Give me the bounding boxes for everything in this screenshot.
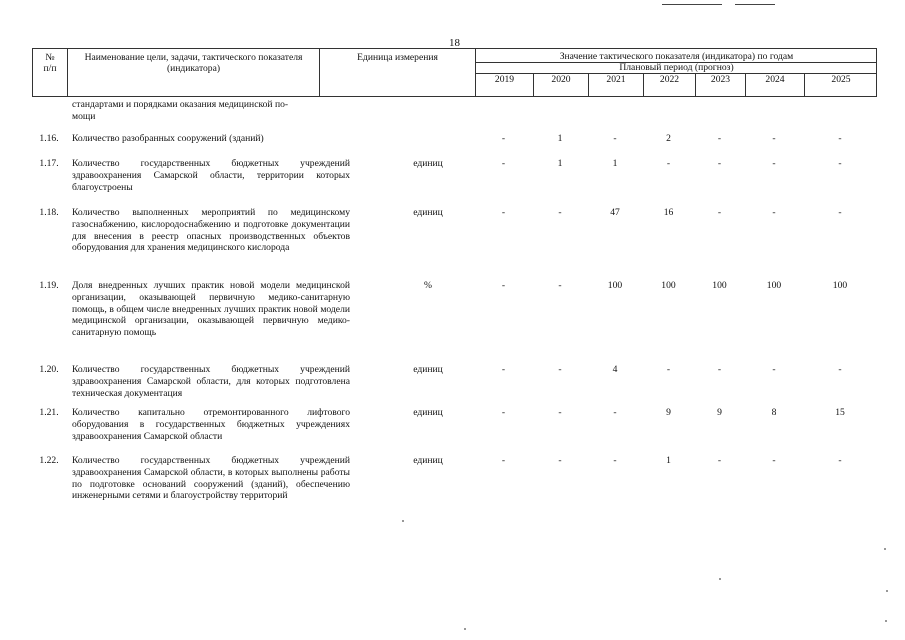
value-cell: - [717,133,722,144]
value-cell: - [558,207,562,218]
header-values: Значение тактического показателя (индикатора) по годам [559,51,794,62]
value-cell: 100 [832,280,848,291]
row-number: 1.21. [39,407,59,418]
value-cell: - [501,158,506,169]
value-cell: - [772,364,776,375]
top-rule-left [662,4,722,5]
value-cell: - [558,455,562,466]
indicator-name: Количество капитально отремонтированного лифтового оборудования в государственных бюджетных учреждениях здравоохранения Самарской области [72,407,350,442]
unit-of-measure: единиц [413,407,443,418]
indicator-name: Доля внедренных лучших практик новой модели медицинской организации, оказывающей первичную медико-санитарную помощь, в общем числе внедренных лучших практик новой модели медицинской организации, оказывающей первичную медико-санитарную помощь [72,280,350,339]
scan-speck [884,548,886,550]
value-cell: - [613,455,617,466]
value-cell: - [613,407,617,418]
value-cell: - [501,455,506,466]
unit-of-measure: единиц [413,207,443,218]
unit-of-measure: единиц [413,364,443,375]
value-cell: 100 [607,280,623,291]
row-number: 1.16. [39,133,59,144]
value-cell: - [838,455,842,466]
header-year: 2022 [659,74,680,85]
value-cell: - [666,364,671,375]
row-number: 1.22. [39,455,59,466]
value-cell: - [838,364,842,375]
value-cell: 16 [663,207,674,218]
value-cell: 1 [557,158,563,169]
value-cell: 4 [612,364,618,375]
value-cell: - [717,364,722,375]
value-cell: - [558,280,562,291]
value-cell: 9 [666,407,671,418]
value-cell: 8 [771,407,777,418]
value-cell: - [558,364,562,375]
value-cell: 1 [557,133,563,144]
value-cell: 1 [612,158,618,169]
continuation-text: стандартами и порядками оказания медицинской по- мощи [72,99,289,122]
value-cell: - [717,158,722,169]
header-year: 2024 [765,74,785,85]
header-year: 2021 [606,74,626,85]
scan-speck [719,578,721,580]
value-cell: 1 [666,455,671,466]
value-cell: - [717,455,722,466]
value-cell: - [772,158,776,169]
value-cell: - [772,455,776,466]
indicator-name: Количество государственных бюджетных учреждений здравоохранения Самарской области, территории которых благоустроены [72,158,350,193]
value-cell: 15 [835,407,845,418]
indicator-name: Количество разобранных сооружений (зданий) [72,133,264,144]
value-cell: - [838,133,842,144]
value-cell: - [501,207,506,218]
value-cell: 100 [661,280,676,291]
row-number: 1.18. [39,207,59,218]
value-cell: - [501,280,506,291]
value-cell: - [666,158,671,169]
header-year: 2020 [551,74,571,85]
value-cell: - [501,133,506,144]
row-number: 1.19. [39,280,59,291]
top-rule-right [735,4,775,5]
indicator-name: Количество государственных бюджетных учреждений здравоохранения Самарской области, для которых подготовлена техническая документация [72,364,350,399]
indicator-name: Количество государственных бюджетных учреждений здравоохранения Самарской области, в которых выполнены работы по подготовке оснований сооружений (зданий), обеспечению инженерными сетями и благоустройству территорий [72,455,350,502]
header-name: Наименование цели, задачи, тактического показателя (индикатора) [84,52,303,74]
value-cell: 100 [712,280,727,291]
value-cell: - [501,407,506,418]
row-number: 1.17. [39,158,59,169]
scan-speck [464,628,466,630]
page-number: 18 [449,37,460,49]
table-header [32,48,877,97]
value-cell: 100 [766,280,782,291]
header-year: 2025 [831,74,851,85]
indicator-name: Количество выполненных мероприятий по медицинскому газоснабжению, кислородоснабжению и подготовке документации для внесения в реестр опасных производственных объектов оборудования для хранения медицинского кислорода [72,207,350,254]
value-cell: - [613,133,617,144]
value-cell: - [838,207,842,218]
value-cell: - [558,407,562,418]
value-cell: - [772,207,776,218]
value-cell: - [717,207,722,218]
value-cell: - [772,133,776,144]
unit-of-measure: единиц [413,455,443,466]
value-cell: - [838,158,842,169]
header-num: № п/п [43,52,57,74]
value-cell: 47 [610,207,620,218]
value-cell: 9 [717,407,722,418]
header-planned: Плановый период (прогноз) [619,62,734,73]
scan-speck [402,520,404,522]
value-cell: - [501,364,506,375]
unit-of-measure: единиц [413,158,443,169]
row-number: 1.20. [39,364,59,375]
scan-speck [885,620,887,622]
header-unit: Единица измерения [357,52,438,63]
value-cell: 2 [666,133,671,144]
header-year: 2023 [710,74,731,85]
scan-speck [886,590,888,592]
header-year: 2019 [494,74,515,85]
unit-of-measure: % [424,280,432,291]
